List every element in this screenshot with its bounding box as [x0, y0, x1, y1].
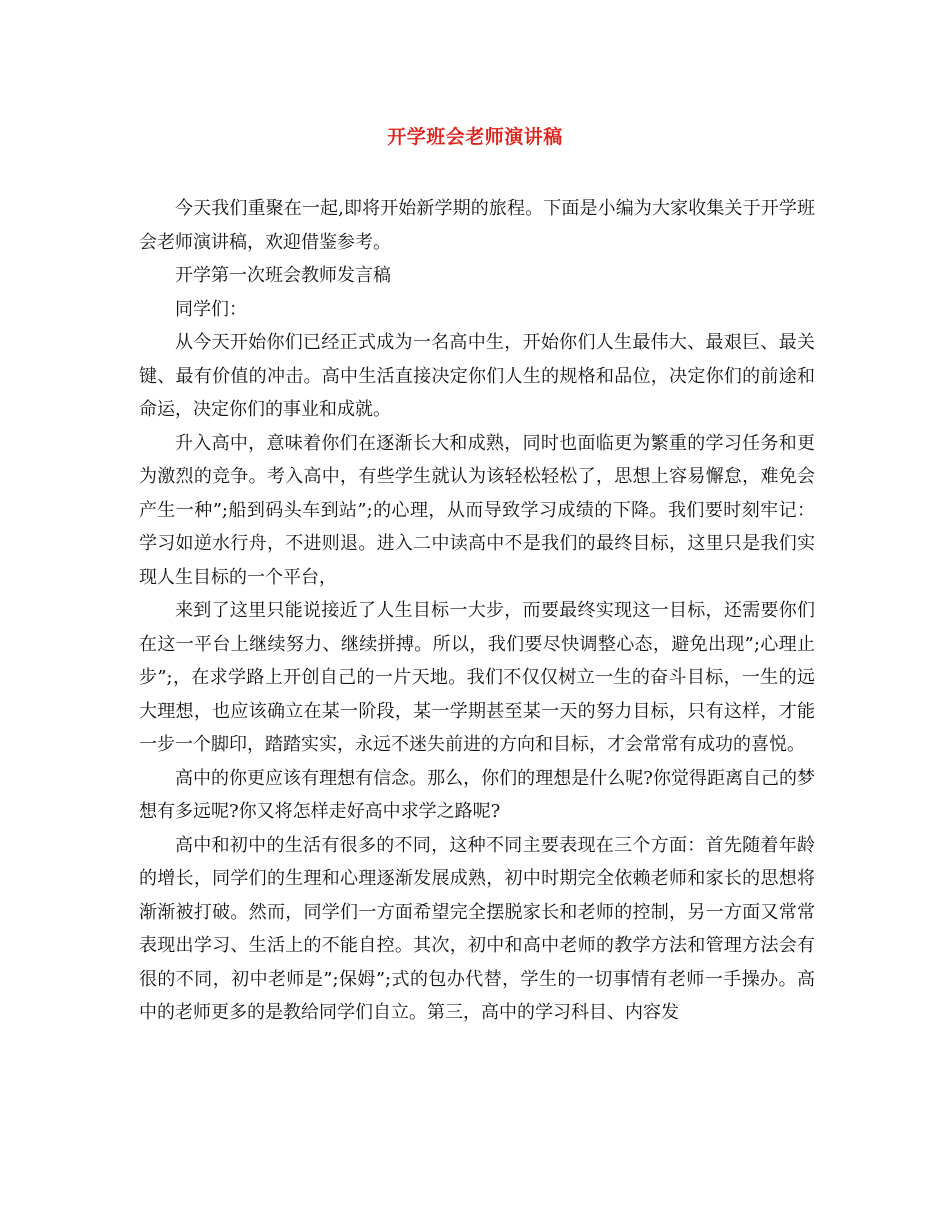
- paragraph: 高中的你更应该有理想有信念。那么，你们的理想是什么呢?你觉得距离自己的梦想有多远呢?你又将怎样走好高中求学之路呢?: [139, 767, 815, 822]
- paragraph: 升入高中，意味着你们在逐渐长大和成熟，同时也面临更为繁重的学习任务和更为激烈的竞争。考入高中，有些学生就认为该轻松轻松了，思想上容易懈怠，难免会产生一种”;船到码头车到站”;的心理，从而导致学习成绩的下降。我们要时刻牢记：学习如逆水行舟，不进则退。进入二中读高中不是我们的最终目标，这里只是我们实现人生目标的一个平台，: [139, 432, 815, 588]
- paragraph: 高中和初中的生活有很多的不同，这种不同主要表现在三个方面：首先随着年龄的增长，同学们的生理和心理逐渐发展成熟，初中时期完全依赖老师和家长的思想将渐渐被打破。然而，同学们一方面希望完全摆脱家长和老师的控制，另一方面又常常表现出学习、生活上的不能自控。其次，初中和高中老师的教学方法和管理方法会有很的不同，初中老师是”;保姆”;式的包办代替，学生的一切事情有老师一手操办。高中的老师更多的是教给同学们自立。第三，高中的学习科目、内容发: [139, 834, 815, 1023]
- paragraph-intro: 今天我们重聚在一起,即将开始新学期的旅程。下面是小编为大家收集关于开学班会老师演讲稿，欢迎借鉴参考。: [139, 198, 815, 253]
- paragraph-salutation: 同学们：: [175, 298, 247, 320]
- paragraph: 从今天开始你们已经正式成为一名高中生，开始你们人生最伟大、最艰巨、最关键、最有价值的冲击。高中生活直接决定你们人生的规格和品位，决定你们的前途和命运，决定你们的事业和成就。: [139, 332, 815, 420]
- document-body: [139, 192, 815, 1030]
- paragraph: 来到了这里只能说接近了人生目标一大步，而要最终实现这一目标，还需要你们在这一平台上继续努力、继续拼搏。所以，我们要尽快调整心态，避免出现”;心理止步”;，在求学路上开创自己的一片天地。我们不仅仅树立一生的奋斗目标，一生的远大理想，也应该确立在某一阶段，某一学期甚至某一天的努力目标，只有这样，才能一步一个脚印，踏踏实实，永远不迷失前进的方向和目标，才会常常有成功的喜悦。: [139, 600, 815, 755]
- paragraph-subtitle: 开学第一次班会教师发言稿: [175, 265, 391, 286]
- document-title: 开学班会老师演讲稿: [387, 126, 563, 148]
